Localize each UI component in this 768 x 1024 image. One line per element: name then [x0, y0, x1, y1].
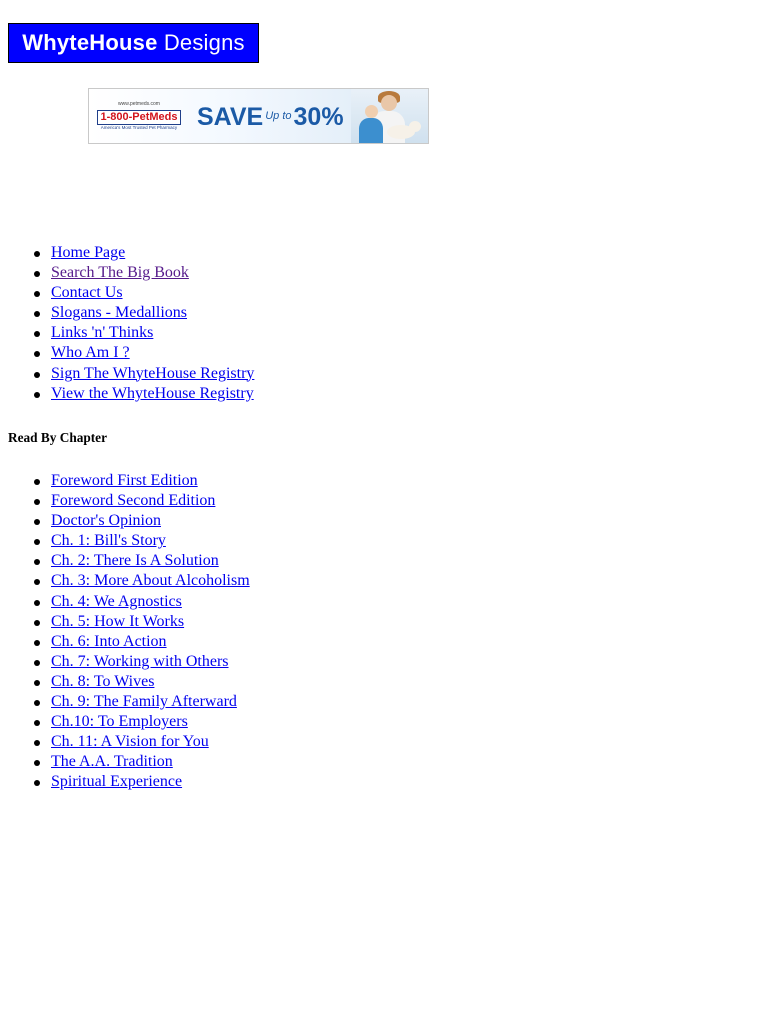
nav-link-links-n-thinks[interactable]: Links 'n' Thinks	[51, 324, 154, 342]
nav-link-sign-the-whytehouse-registry[interactable]: Sign The WhyteHouse Registry	[51, 364, 255, 382]
chapter-link-doctor-s-opinion[interactable]: Doctor's Opinion	[51, 512, 161, 530]
nav-link-view-the-whytehouse-registry[interactable]: View the WhyteHouse Registry	[51, 384, 254, 402]
chapter-list-item	[51, 551, 250, 571]
chapter-list-item	[51, 471, 250, 491]
petmeds-ad-banner[interactable]	[88, 88, 429, 144]
main-nav-item	[51, 323, 254, 343]
chapter-list-item	[51, 732, 250, 752]
chapter-link-foreword-first-edition[interactable]: Foreword First Edition	[51, 472, 198, 489]
ad-url-text: www.petmeds.com	[118, 101, 160, 107]
chapter-link-ch-9-the-family-afterward[interactable]: Ch. 9: The Family Afterward	[51, 693, 237, 711]
logo-regular-text: Designs	[157, 30, 245, 55]
ad-brand-logo: 1-800-PetMeds	[97, 110, 180, 125]
chapter-nav-list	[0, 471, 250, 793]
chapter-link-ch-6-into-action[interactable]: Ch. 6: Into Action	[51, 632, 167, 650]
main-nav-item	[51, 243, 254, 263]
chapter-link-ch-10-to-employers[interactable]: Ch.10: To Employers	[51, 713, 188, 731]
chapter-list-item	[51, 752, 250, 772]
chapter-list-item	[51, 672, 250, 692]
chapter-link-ch-3-more-about-alcoholism[interactable]: Ch. 3: More About Alcoholism	[51, 572, 250, 590]
chapter-list-item	[51, 531, 250, 551]
chapter-link-ch-5-how-it-works[interactable]: Ch. 5: How It Works	[51, 612, 185, 630]
chapter-list-item	[51, 592, 250, 612]
ad-family-pet-photo	[351, 89, 429, 144]
chapter-list-item	[51, 612, 250, 632]
main-nav-item	[51, 384, 254, 404]
logo-bold-text: WhyteHouse	[22, 30, 158, 55]
main-nav-item	[51, 343, 254, 363]
ad-save-offer	[197, 101, 344, 132]
ad-tagline: America's Most Trusted Pet Pharmacy	[100, 125, 178, 130]
nav-link-contact-us[interactable]: Contact Us	[51, 284, 123, 302]
ad-brand-block	[91, 101, 187, 131]
chapter-list-item	[51, 511, 250, 531]
chapter-list-item	[51, 491, 250, 511]
main-nav-item	[51, 303, 254, 323]
chapter-list-item	[51, 692, 250, 712]
chapter-link-ch-11-a-vision-for-you[interactable]: Ch. 11: A Vision for You	[51, 733, 209, 751]
ad-save-text: SAVE	[197, 103, 264, 131]
chapter-link-ch-8-to-wives[interactable]: Ch. 8: To Wives	[51, 672, 155, 690]
main-nav-item	[51, 263, 254, 283]
chapter-link-foreword-second-edition[interactable]: Foreword Second Edition	[51, 492, 216, 510]
nav-link-home-page[interactable]: Home Page	[51, 244, 126, 261]
main-nav-list	[0, 243, 254, 404]
site-logo-link[interactable]	[8, 23, 259, 63]
chapter-list-item	[51, 652, 250, 672]
nav-link-slogans-medallions[interactable]: Slogans - Medallions	[51, 304, 187, 322]
nav-link-who-am-i[interactable]: Who Am I ?	[51, 344, 130, 362]
chapter-list-item	[51, 772, 250, 792]
site-logo	[22, 30, 244, 56]
chapter-link-ch-1-bill-s-story[interactable]: Ch. 1: Bill's Story	[51, 532, 166, 550]
ad-percent-text: 30%	[293, 103, 344, 131]
nav-link-search-the-big-book[interactable]: Search The Big Book	[51, 264, 189, 282]
chapter-list-item	[51, 571, 250, 591]
ad-upto-text: Up to	[265, 110, 292, 122]
chapter-link-ch-4-we-agnostics[interactable]: Ch. 4: We Agnostics	[51, 592, 182, 610]
chapter-link-spiritual-experience[interactable]: Spiritual Experience	[51, 773, 183, 791]
chapter-link-ch-2-there-is-a-solution[interactable]: Ch. 2: There Is A Solution	[51, 552, 219, 570]
chapter-list-item	[51, 632, 250, 652]
chapter-link-ch-7-working-with-others[interactable]: Ch. 7: Working with Others	[51, 652, 229, 670]
chapter-list-item	[51, 712, 250, 732]
read-by-chapter-heading: Read By Chapter	[8, 430, 107, 445]
chapter-link-the-a-a-tradition[interactable]: The A.A. Tradition	[51, 753, 173, 771]
main-nav-item	[51, 283, 254, 303]
main-nav-item	[51, 364, 254, 384]
